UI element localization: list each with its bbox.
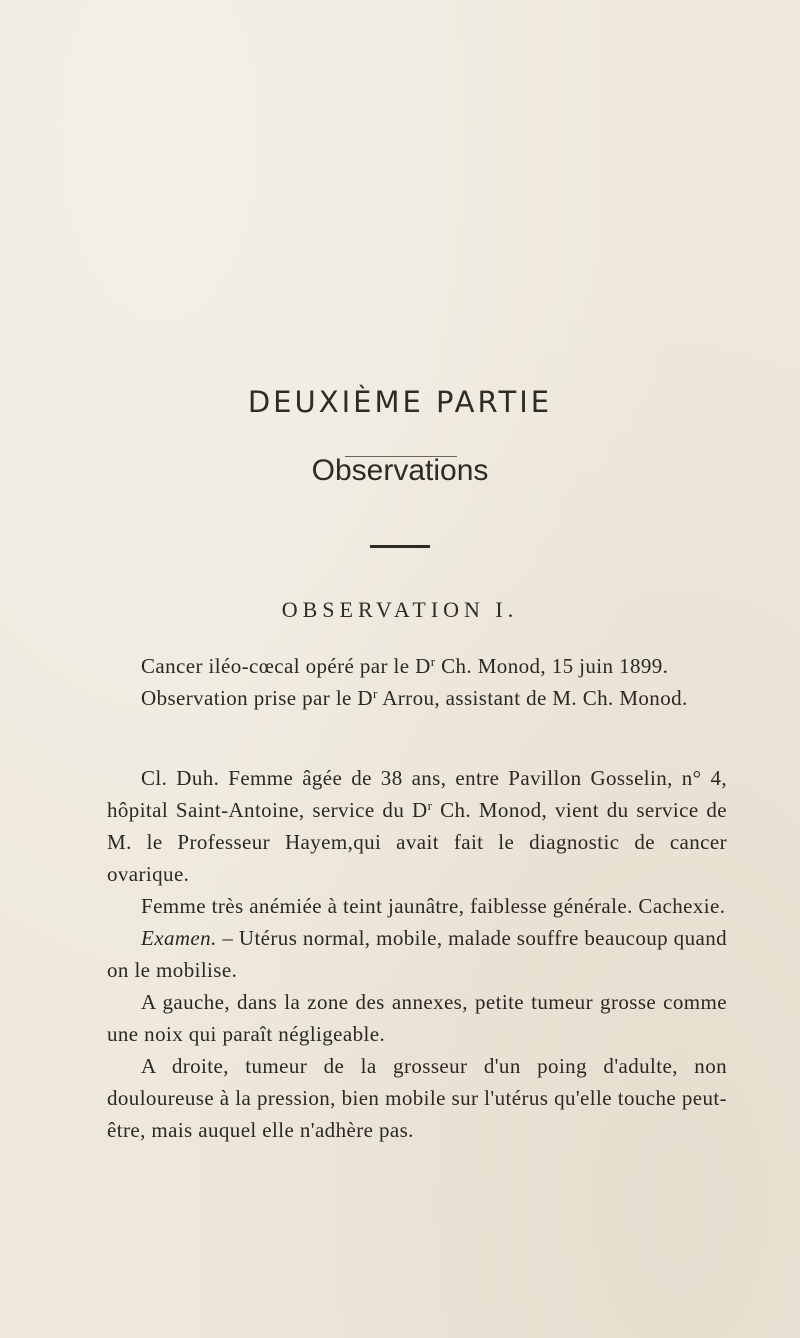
- observation-body: [107, 762, 727, 1146]
- section-title: Observations: [311, 454, 489, 487]
- intro-sup1: r: [430, 654, 436, 669]
- intro-line1b: Ch. Monod, 15 juin 1899.: [435, 654, 669, 678]
- title-divider: [370, 545, 430, 548]
- intro-line2: Observation prise par le D: [141, 686, 373, 710]
- intro-line2b: Arrou, assistant de M. Ch. Monod.: [377, 686, 688, 710]
- intro-paragraph-2: [107, 682, 727, 714]
- intro-line1: Cancer iléo-cœcal opéré par le D: [141, 654, 431, 678]
- observation-number: OBSERVATION I.: [281, 597, 519, 622]
- examen-text: – Utérus normal, mobile, malade souffre beaucoup quand on le mobilise.: [107, 926, 727, 982]
- body-paragraph-1: [107, 762, 727, 890]
- p1-sup: r: [427, 798, 433, 813]
- intro-sup2: r: [373, 686, 378, 701]
- p1-text-b: Ch. Monod, vient du service de M. le Professeur Hayem,qui avait fait le diagnostic de cancer ovarique.: [107, 798, 727, 886]
- body-paragraph-4: A gauche, dans la zone des annexes, petite tumeur grosse comme une noix qui paraît négligeable.: [107, 990, 727, 1046]
- p1-text-a: Cl. Duh. Femme âgée de 38 ans, entre Pavillon Gosselin, n° 4, hôpital Saint-Antoine, service du D: [107, 766, 727, 822]
- observation-intro: [107, 650, 727, 714]
- body-paragraph-2: Femme très anémiée à teint jaunâtre, faiblesse générale. Cachexie.: [141, 894, 726, 918]
- examen-label: Examen.: [141, 926, 217, 950]
- body-paragraph-5: A droite, tumeur de la grosseur d'un poing d'adulte, non douloureuse à la pression, bien mobile sur l'utérus qu'elle touche peut-être, mais auquel elle n'adhère pas.: [107, 1054, 727, 1142]
- intro-paragraph: [107, 650, 727, 682]
- part-heading: DEUXIÈME PARTIE: [247, 385, 553, 419]
- body-paragraph-3: [107, 922, 727, 986]
